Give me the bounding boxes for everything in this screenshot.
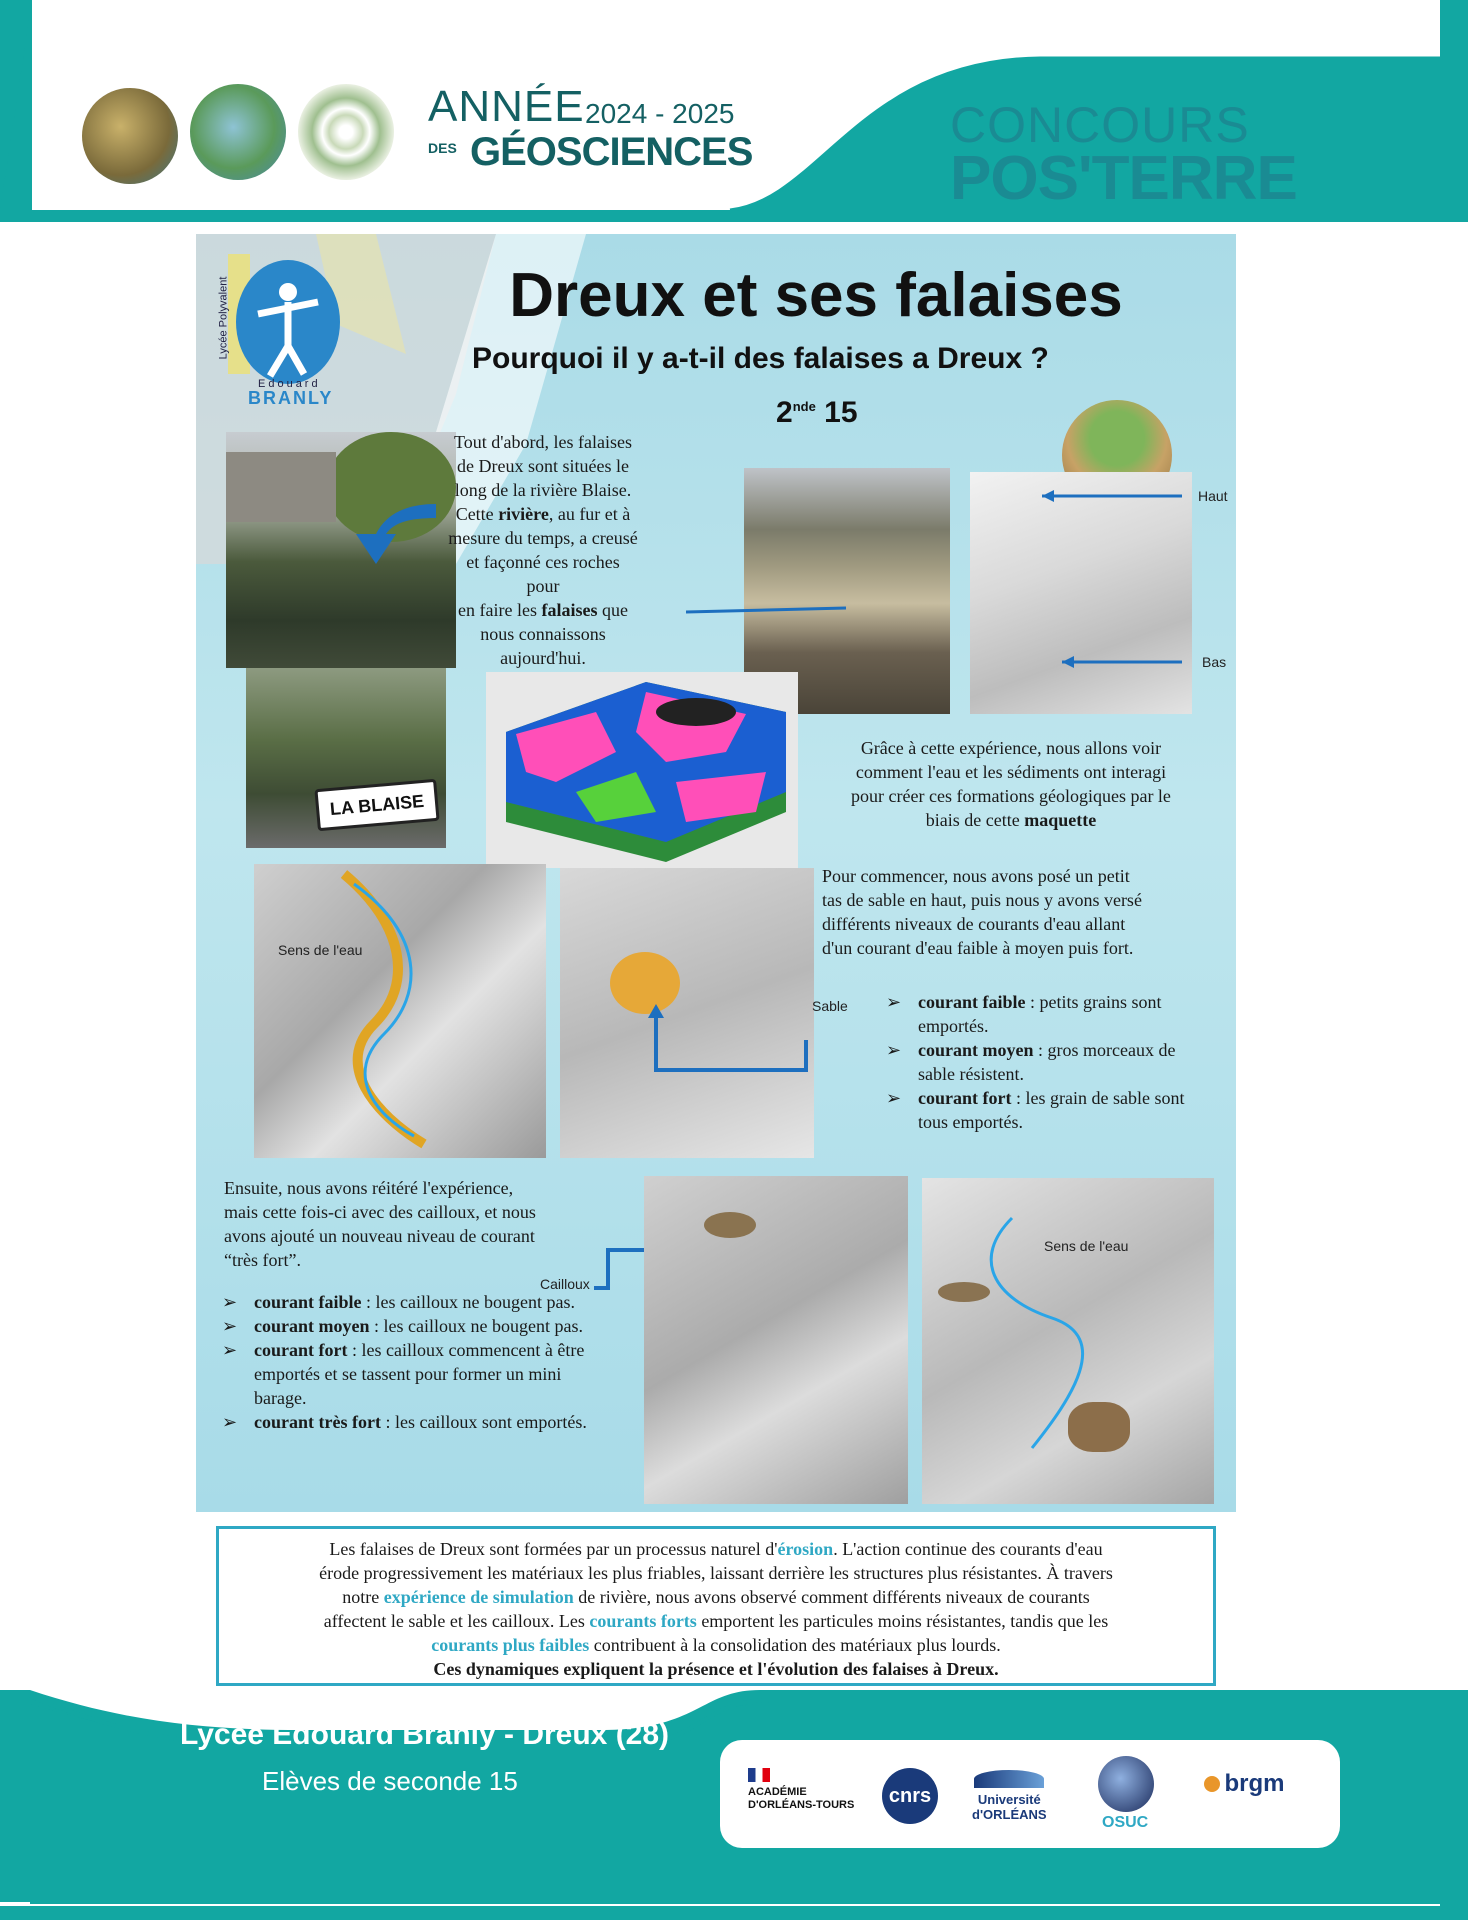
bullet-arrow-icon: ➢ (222, 1316, 238, 1336)
academie-logo: ACADÉMIE D'ORLÉANS-TOURS (748, 1768, 854, 1812)
cailloux-label: Cailloux (540, 1276, 590, 1292)
haut-label: Haut (1198, 488, 1228, 504)
bullet-arrow-icon: ➢ (886, 992, 902, 1012)
sable-label: Sable (812, 998, 848, 1014)
annee-des: DES (428, 140, 457, 156)
list-item: ➢ courant moyen : les cailloux ne bougent pas. (222, 1316, 583, 1336)
bullet-arrow-icon: ➢ (886, 1088, 902, 1108)
concours-label: CONCOURS (950, 97, 1250, 153)
list-item: ➢ courant fort : les grain de sable sont tous emportés. (886, 1088, 1185, 1132)
sens-eau-label-1: Sens de l'eau (278, 942, 363, 958)
intro-text: Tout d'abord, les falaises de Dreux sont situées le long de la rivière Blaise. Cette rivière, au fur et à mesure du temps, a creusé et façonné ces roches pour en faire les falaises que nous connaissons aujourd'hui. (448, 432, 638, 668)
poster-title: Dreux et ses falaises (509, 261, 1123, 330)
bullet-arrow-icon: ➢ (222, 1340, 238, 1360)
cnrs-logo: cnrs (882, 1768, 938, 1824)
brgm-logo: brgm (1204, 1770, 1284, 1798)
bullet-arrow-icon: ➢ (222, 1412, 238, 1432)
osuc-label: OSUC (1102, 1814, 1149, 1831)
class-label: 2nde 15 (776, 396, 858, 429)
footer-students: Elèves de seconde 15 (262, 1766, 518, 1796)
logo-edouard: Edouard (258, 378, 321, 390)
globe-logo-3 (298, 84, 394, 180)
globe-logo-2 (190, 84, 286, 180)
globe-logo-1 (82, 88, 178, 184)
conclusion-box: Les falaises de Dreux sont formées par un processus naturel d'érosion. L'action continue des courants d'eau érode progressivement les matériaux les plus friables, laissant derrière les structures plus résistantes. À travers notre expérience de simulation de rivière, nous avons observé comment différents niveaux de courants affectent le sable et les cailloux. Les courants forts emportent les particules moins résistantes, tandis que les courants plus faibles contribuent à la consolidation des matériaux plus lourds. Ces dynamiques expliquent la présence et l'évolution des falaises à Dreux. (216, 1526, 1216, 1686)
pebble-photo-2 (922, 1178, 1214, 1504)
grace-text: Grâce à cette expérience, nous allons voir comment l'eau et les sédiments ont interagi pour créer ces formations géologiques par le biais de cette maquette (851, 738, 1171, 830)
list-item: ➢ courant moyen : gros morceaux de sable résistent. (886, 1040, 1176, 1084)
model-top-photo (970, 472, 1192, 714)
sand-results-list (886, 990, 1206, 1134)
bullet-arrow-icon: ➢ (222, 1292, 238, 1312)
list-item: ➢ courant fort : les cailloux commencent à être emportés et se tassent pour former un mini barage. (222, 1340, 585, 1408)
bas-arrow (1062, 652, 1202, 672)
partner-logos (720, 1740, 1340, 1848)
arrow-left-icon (336, 494, 446, 574)
posterre-label: POS'TERRE (950, 144, 1297, 213)
footer-school: Lycée Edouard Branly - Dreux (28) (180, 1718, 670, 1751)
universite-logo: Université d'ORLÉANS (972, 1770, 1047, 1822)
list-item: ➢ courant très fort : les cailloux sont emportés. (222, 1412, 587, 1432)
sand-flow-photo (254, 864, 546, 1158)
sens-eau-label-2: Sens de l'eau (1044, 1238, 1129, 1254)
osuc-logo (1098, 1756, 1154, 1812)
terrain-model (486, 672, 798, 868)
la-blaise-sign: LA BLAISE (314, 779, 439, 831)
logo-branly: BRANLY (248, 388, 334, 408)
logo-lycee: Lycée Polyvalent (217, 276, 230, 360)
poster (196, 234, 1236, 1512)
poster-subtitle: Pourquoi il y a-t-il des falaises a Dreux ? (472, 342, 1049, 375)
list-item: ➢ courant faible : petits grains sont emportés. (886, 992, 1162, 1036)
bullet-arrow-icon: ➢ (886, 1040, 902, 1060)
sable-arrow (636, 1004, 856, 1084)
pebble-results-list (222, 1290, 612, 1434)
annee-years: 2024 - 2025 (585, 98, 735, 129)
bas-label: Bas (1202, 654, 1227, 670)
annee-title: ANNÉE (428, 82, 585, 131)
list-item: ➢ courant faible : les cailloux ne bougent pas. (222, 1292, 575, 1312)
pebble-photo-1 (644, 1176, 908, 1504)
annee-geosciences: GÉOSCIENCES (470, 130, 753, 174)
ensuite-text: Ensuite, nous avons réitéré l'expérience, mais cette fois-ci avec des cailloux, et nous avons ajouté un nouveau niveau de courant “très fort”. (224, 1178, 536, 1270)
la-blaise-photo (246, 668, 446, 848)
cliff-pointer-line (686, 602, 846, 622)
commencer-text: Pour commencer, nous avons posé un petit tas de sable en haut, puis nous y avons versé différents niveaux de courants d'eau allant d'un courant d'eau faible à moyen puis fort. (822, 866, 1142, 958)
